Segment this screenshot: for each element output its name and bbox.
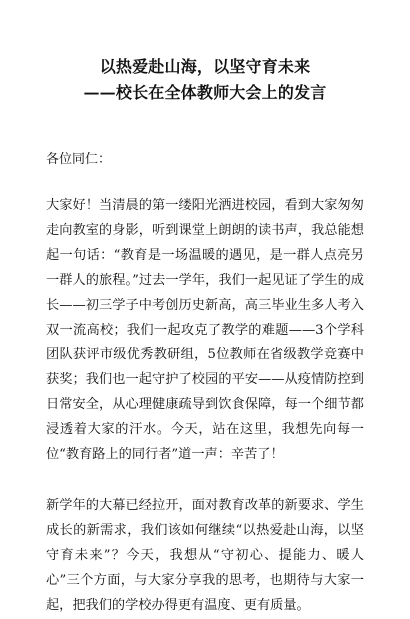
document-title: 以热爱赴山海，以坚守育未来 <box>99 57 311 76</box>
body-paragraph-2: 新学年的大幕已经拉开，面对教育改革的新要求、学生成长的新需求，我们该如何继续“以热爱赴山海，以坚守育未来”？今天，我想从“守初心、提能力、暖人心”三个方面，与大家分享我的思考，也期待与大家一起，把我们的学校办得更有温度、更有质量。 <box>46 497 364 613</box>
salutation: 各位同仁： <box>46 152 112 167</box>
document-subtitle: ——校长在全体教师大会上的发言 <box>83 83 327 102</box>
body-paragraph-1: 大家好！当清晨的第一缕阳光洒进校园，看到大家匆匆走向教室的身影，听到课堂上朗朗的读书声，我总能想起一句话：“教育是一场温暖的遇见，是一群人点亮另一群人的旅程。”过去一学年，我们一起见证了学生的成长——初三学子中考创历史新高，高三毕业生多人考入双一流高校；我们一起攻克了教学的难题——3个学科团队获评市级优秀教研组，5位教师在省级教学竞赛中获奖；我们也一起守护了校园的平安——从疫情防控到日常安全，从心理健康疏导到饮食保障，每一个细节都浸透着大家的汗水。今天，站在这里，我想先向每一位“教育路上的同行者”道一声：辛苦了！ <box>46 198 364 463</box>
